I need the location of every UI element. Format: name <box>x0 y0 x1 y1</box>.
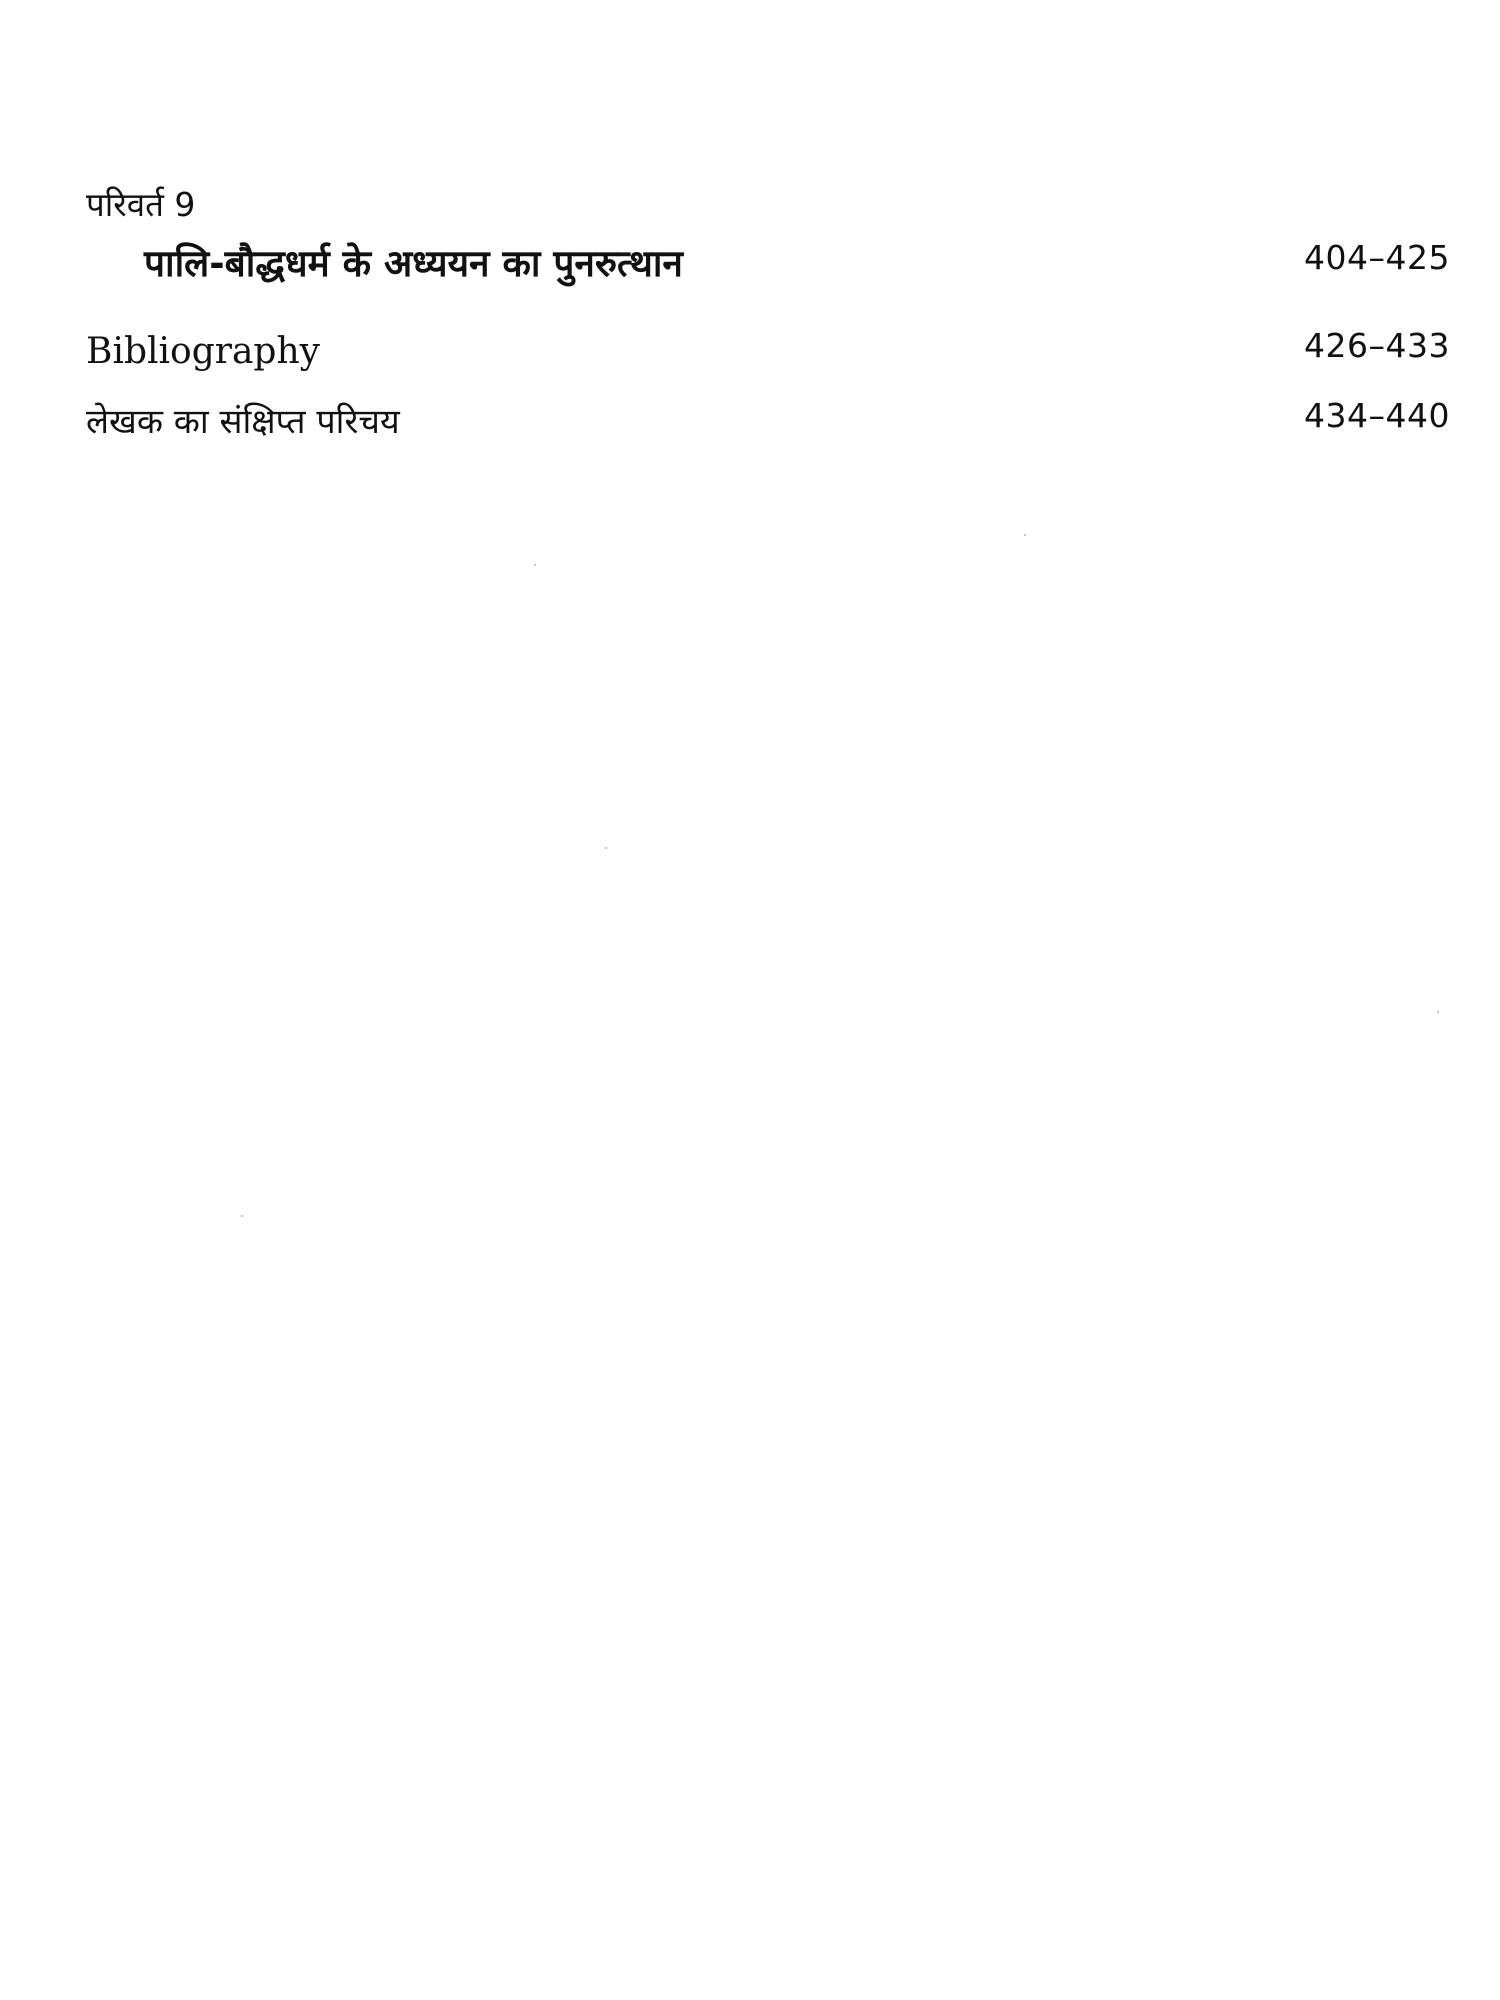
toc-entry-pages: 426–433 <box>1304 326 1450 365</box>
toc-entry-pages: 434–440 <box>1304 396 1450 435</box>
scan-speck <box>1024 534 1026 536</box>
toc-entry-title: लेखक का संक्षिप्त परिचय <box>86 402 400 442</box>
toc-entry-author-intro <box>86 394 1450 450</box>
scan-speck <box>241 1215 243 1217</box>
scan-speck <box>534 564 536 566</box>
scan-speck <box>605 847 607 849</box>
toc-entry-bibliography <box>86 324 1450 380</box>
toc-entry-chapter-9 <box>86 236 1450 292</box>
chapter-label: परिवर्त 9 <box>86 185 196 224</box>
toc-entry-pages: 404–425 <box>1304 238 1450 277</box>
toc-entry-title: पालि-बौद्धधर्म के अध्ययन का पुनरुत्थान <box>144 242 683 285</box>
toc-entry-title: Bibliography <box>86 331 320 372</box>
scan-speck <box>1437 1011 1439 1013</box>
